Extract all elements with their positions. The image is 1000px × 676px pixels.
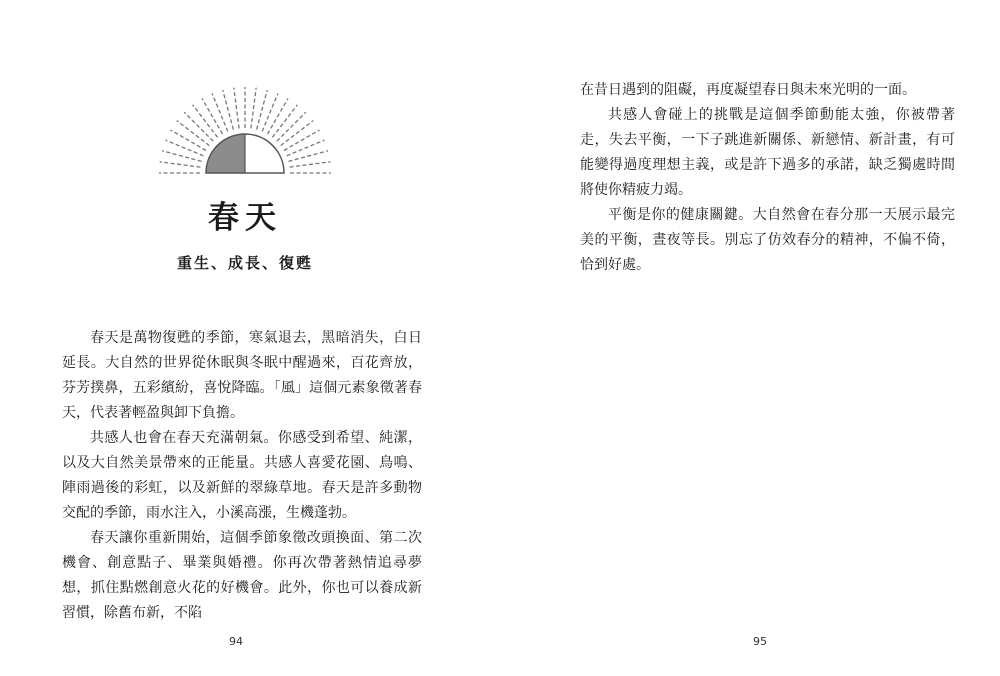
sun-ray [281, 121, 314, 146]
sun-ray [212, 94, 228, 132]
page-number: 94 [229, 635, 243, 648]
sun-ray [177, 121, 210, 146]
sun-ray [290, 162, 331, 167]
sun-ray [166, 140, 204, 156]
paragraph: 春天是萬物復甦的季節，寒氣退去，黑暗消失，白日延長。大自然的世界從休眠與冬眠中醒過來，百花齊放，芬芳撲鼻，五彩繽紛，喜悅降臨。「風」這個元素象徵著春天，代表著輕盈與卸下負擔。 [62, 330, 422, 421]
sun-ray [287, 140, 325, 156]
sun-ray [262, 94, 278, 132]
chapter-subtitle: 重生、成長、復甦 [176, 254, 313, 272]
paragraph: 平衡是你的健康關鍵。大自然會在春分那一天展示最完美的平衡，晝夜等長。別忘了仿效春分的精神，不偏不倚，恰到好處。 [580, 207, 955, 273]
sun-ray [171, 130, 207, 151]
sun-ray [284, 130, 320, 151]
paragraph: 共感人會碰上的挑戰是這個季節動能太強，你被帶著走，失去平衡，一下子跳進新關係、新戀情、新計畫，有可能變得過度理想主義，或是許下過多的承諾，缺乏獨處時間將使你精疲力竭。 [580, 107, 955, 198]
sun-ray [160, 162, 201, 167]
sun-ray [272, 105, 297, 138]
sun-ray [193, 105, 218, 138]
half-sun-rays-icon [150, 85, 340, 185]
page-number: 95 [753, 635, 767, 648]
chapter-title: 春天 [208, 200, 282, 236]
sun-ray [202, 99, 223, 135]
paragraph-continuation: 在昔日遇到的阻礙，再度凝望春日與未來光明的一面。 [580, 82, 916, 98]
sun-ray [251, 88, 256, 129]
paragraph: 共感人也會在春天充滿朝氣。你感受到希望、純潔，以及大自然美景帶來的正能量。共感人喜愛花園、鳥鳴、陣雨過後的彩虹，以及新鮮的翠綠草地。春天是許多動物交配的季節，雨水注入，小溪高漲，生機蓬勃。 [62, 430, 422, 521]
right-page [500, 0, 1000, 676]
sun-ray [234, 88, 239, 129]
body-text-right [580, 78, 955, 278]
body-text-left [62, 326, 422, 626]
sun-ray [268, 99, 289, 135]
paragraph: 春天讓你重新開始，這個季節象徵改頭換面、第二次機會、創意點子、畢業與婚禮。你再次帶著熱情追尋夢想，抓住點燃創意火花的好機會。此外，你也可以養成新習慣，除舊布新，不陷 [62, 530, 422, 621]
